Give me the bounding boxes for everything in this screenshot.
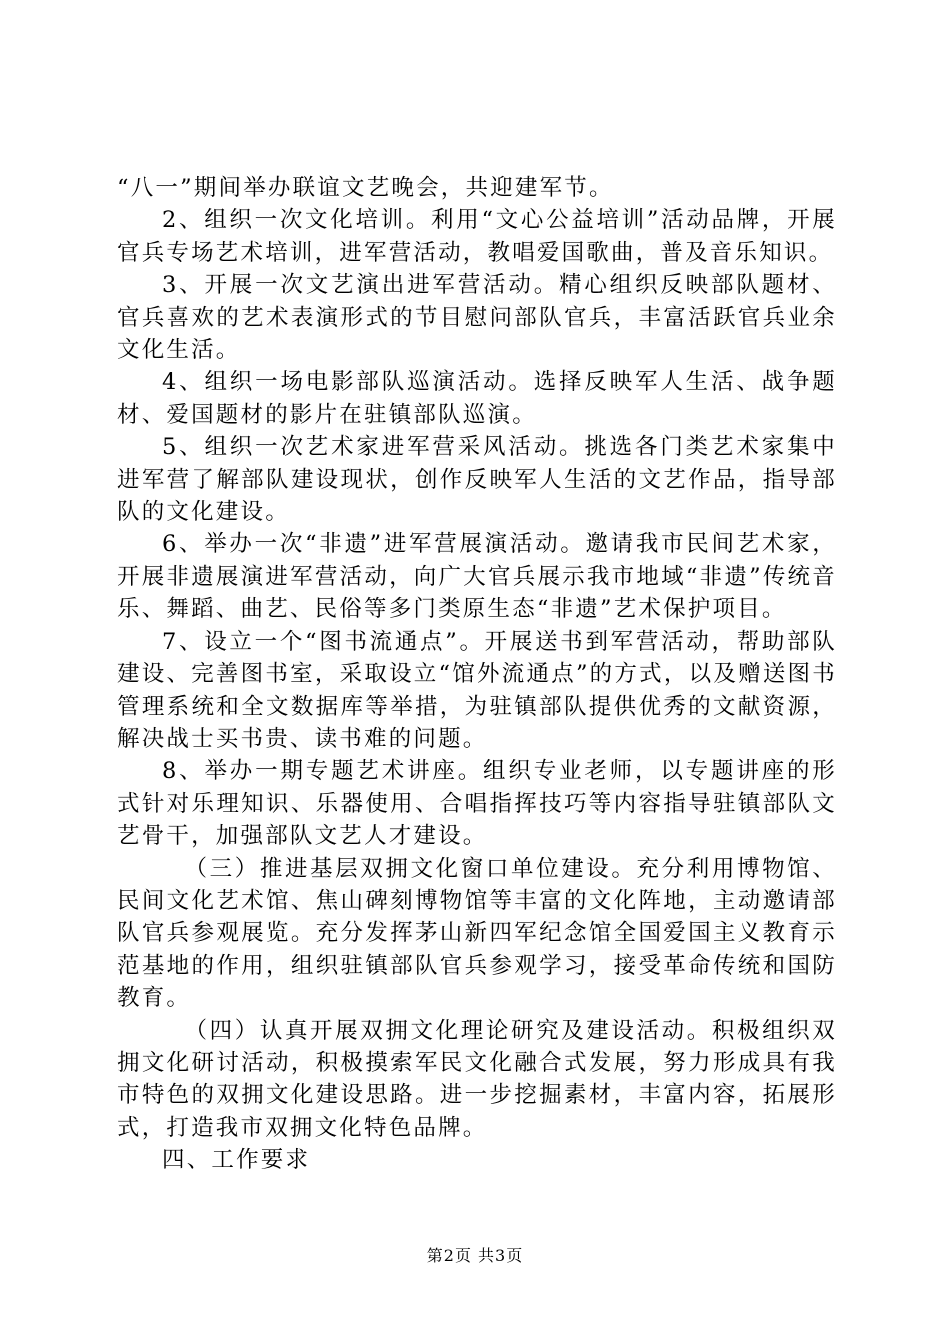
paragraph-section-4: （四）认真开展双拥文化理论研究及建设活动。积极组织双拥文化研讨活动，积极摸索军民文化融合式发展，努力形成具有我市特色的双拥文化建设思路。进一步挖掘素材，丰富内容，拓展形式，打造我市双拥文化特色品牌。: [117, 1017, 837, 1141]
paragraph-item-5: 5、组织一次艺术家进军营采风活动。挑选各门类艺术家集中进军营了解部队建设现状，创作反映军人生活的文艺作品，指导部队的文化建设。: [117, 434, 837, 526]
section-heading-work-requirements: 四、工作要求: [162, 1147, 311, 1174]
page-number-footer: 第2页 共3页: [426, 1246, 524, 1265]
paragraph-item-7: 7、设立一个“图书流通点”。开展送书到军营活动，帮助部队建设、完善图书室，采取设立“馆外流通点”的方式，以及赠送图书管理系统和全文数据库等举措，为驻镇部队提供优秀的文献资源，解决战士买书贵、读书难的问题。: [117, 628, 837, 752]
paragraph-item-2: 2、组织一次文化培训。利用“文心公益培训”活动品牌，开展官兵专场艺术培训，进军营活动，教唱爱国歌曲，普及音乐知识。: [117, 207, 837, 266]
paragraph-item-6: 6、举办一次“非遗”进军营展演活动。邀请我市民间艺术家，开展非遗展演进军营活动，向广大官兵展示我市地域“非遗”传统音乐、舞蹈、曲艺、民俗等多门类原生态“非遗”艺术保护项目。: [117, 531, 837, 623]
document-body: [117, 172, 837, 1177]
paragraph-item-4: 4、组织一场电影部队巡演活动。选择反映军人生活、战争题材、爱国题材的影片在驻镇部队巡演。: [117, 369, 837, 428]
paragraph-item-3: 3、开展一次文艺演出进军营活动。精心组织反映部队题材、官兵喜欢的艺术表演形式的节目慰问部队官兵，丰富活跃官兵业余文化生活。: [117, 272, 837, 364]
paragraph-1: “八一”期间举办联谊文艺晚会，共迎建军节。: [117, 175, 614, 201]
paragraph-section-3: （三）推进基层双拥文化窗口单位建设。充分利用博物馆、民间文化艺术馆、焦山碑刻博物馆等丰富的文化阵地，主动邀请部队官兵参观展览。充分发挥茅山新四军纪念馆全国爱国主义教育示范基地的作用，组织驻镇部队官兵参观学习，接受革命传统和国防教育。: [117, 855, 837, 1012]
paragraph-item-8: 8、举办一期专题艺术讲座。组织专业老师，以专题讲座的形式针对乐理知识、乐器使用、合唱指挥技巧等内容指导驻镇部队文艺骨干，加强部队文艺人才建设。: [117, 758, 837, 850]
